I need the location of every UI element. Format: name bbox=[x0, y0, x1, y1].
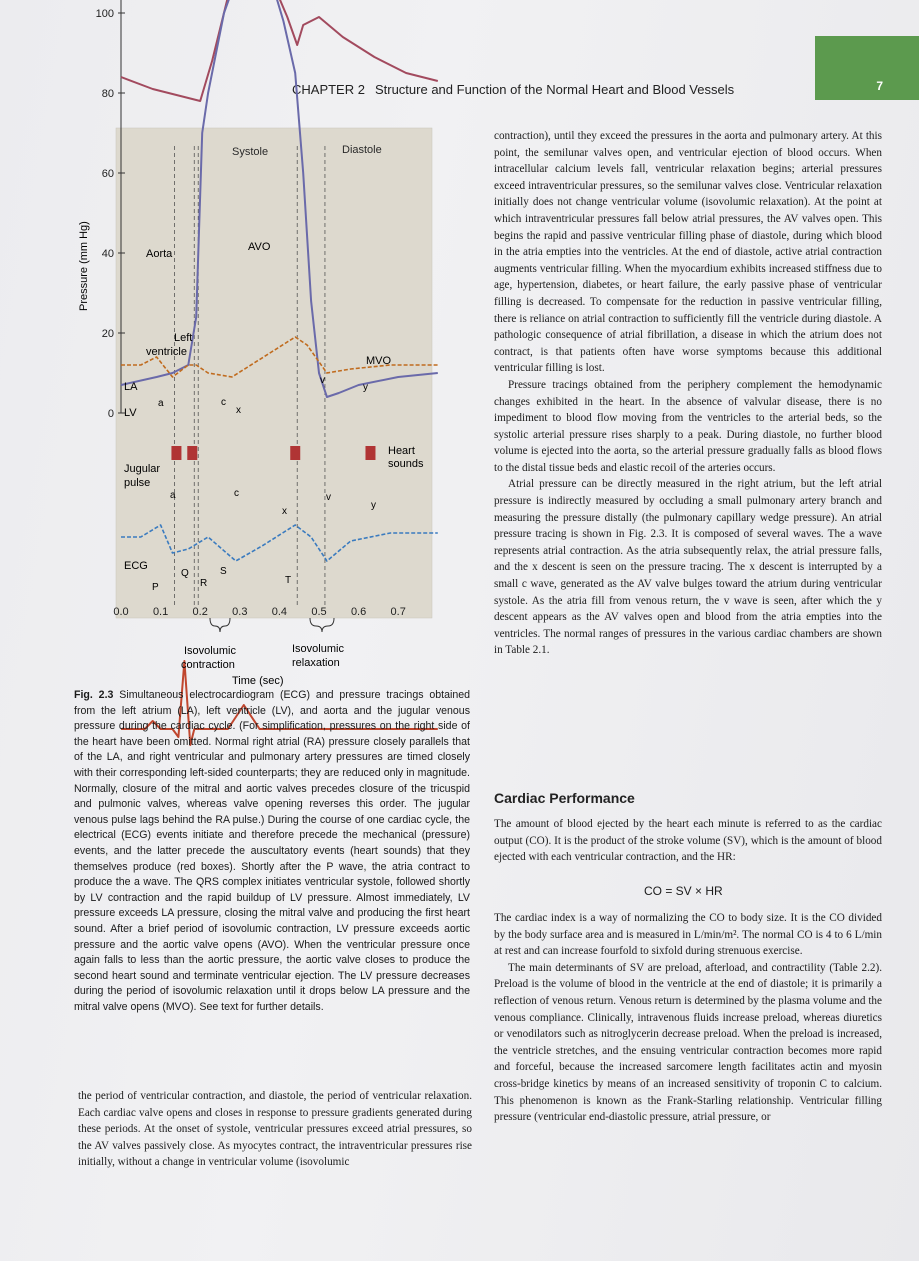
page-number: 7 bbox=[876, 79, 883, 93]
heart-sound-box bbox=[171, 446, 181, 460]
lv-label: LV bbox=[124, 407, 137, 419]
section-paragraph-3: The main determinants of SV are preload, afterload, and contractility (Table 2.2). Preload is the volume of blood in the ventricle at the end of diastole; it is primarily a reflection of venous return. Venous return is determined by the plasma volume and the venous compliance. Clinically, intravenous fluids increase preload, whereas diuretics or venodilators such as nitroglycerin decrease preload. When the preload is increased, the ventricle stretches, and the ensuing ventricular contraction becomes more rapid and forceful, because the increased sarcomere length facilitates actin and myosin cross-bridge kinetics by means of an increased sensitivity of troponin C to calcium. This phenomenon is known as the Frank-Starling relationship. Ventricular filling pressure (ventricular end-diastolic pressure, atrial pressure, or bbox=[494, 961, 882, 1124]
la-wave-x: x bbox=[236, 405, 241, 416]
diastole-label: Diastole bbox=[342, 144, 382, 156]
ecg-wave-p: P bbox=[152, 582, 159, 593]
right-paragraph-1: contraction), until they exceed the pressures in the aorta and pulmonary artery. At this point, the semilunar valves open, and ventricular ejection of blood occurs. When intracellular calcium levels fall, ventricular relaxation begins; arterial pressures exceed intraventricular pressures, so the semilunar valves close. Ventricular relaxation initially does not change ventricular volume (isovolumic relaxation). At the point at which intraventricular pressures fall below atrial pressures, the AV valves open. This begins the rapid and passive ventricular filling phase of diastole, during which blood in the atria empties into the ventricles. At the end of diastole, active atrial contraction augments ventricular filling. When the myocardium exhibits increased stiffness due to age, hypertension, diabetes, or heart failure, the early passive phase of ventricular filling is decreased. To compensate for the reduction in passive ventricular filling, there is reliance on atrial contraction to sufficiently fill the ventricle during diastole. A pathologic consequence of atrial fibrillation, a disease in which the atrium does not contract, is that patients often have worse symptoms because this additional ventricular filling is lost. bbox=[494, 130, 882, 375]
mvo-label: MVO bbox=[366, 355, 392, 367]
y-tick-label: 40 bbox=[101, 248, 114, 260]
ecg-wave-s: S bbox=[220, 566, 227, 577]
ecg-wave-r: R bbox=[200, 578, 208, 589]
running-header bbox=[292, 82, 734, 97]
x-axis-title: Time (sec) bbox=[232, 675, 284, 687]
jugular-label-line1: Jugular bbox=[124, 463, 161, 475]
cardiac-output-formula: CO = SV × HR bbox=[644, 884, 723, 898]
heart-sound-box bbox=[365, 446, 375, 460]
jvp-wave-y: y bbox=[371, 500, 376, 511]
x-tick-label: 0.1 bbox=[152, 606, 169, 618]
right-paragraph-2: Pressure tracings obtained from the periphery complement the hemodynamic changes exhibited in the heart. In the absence of valvular disease, there is no impediment to blood flow moving from the ventricles to the arterial beds, so the systolic arterial pressure rises sharply to a peak. During diastole, no further blood volume is ejected into the aorta, so the arterial pressure gradually falls as blood flows to the distal tissue beds and elastic recoil of the arteries occurs. bbox=[494, 378, 882, 474]
chapter-title: Structure and Function of the Normal Heart and Blood Vessels bbox=[374, 82, 735, 97]
systole-label: Systole bbox=[232, 146, 269, 158]
right-paragraph-3: Atrial pressure can be directly measured in the right atrium, but the left atrial pressure is indirectly measured by occluding a small pulmonary artery branch and measuring the pressure distally (the pulmonary capillary wedge pressure). An atrial pressure tracing is shown in Fig. 2.3. It is composed of several waves. The a wave represents atrial contraction. As the atria subsequently relax, the atrial pressure falls, and the x descent is seen on the pressure tracing. The x descent is interrupted by a small c wave, generated as the AV valve bulges toward the atrium during ventricular systole. As the atria fill from venous return, the v wave is seen, after which the y descent appears as the AV valves open and blood from the atria empties into the ventricles. The normal ranges of pressures in the various cardiac chambers are shown in Table 2.1. bbox=[494, 478, 882, 657]
la-wave-c: c bbox=[221, 397, 226, 408]
heart-sound-box bbox=[290, 446, 300, 460]
heart-sounds-line2: sounds bbox=[388, 458, 424, 470]
avo-label: AVO bbox=[248, 241, 271, 253]
page-number-tab bbox=[815, 36, 919, 100]
aorta-label: Aorta bbox=[146, 248, 173, 260]
lv-name-line1: Left bbox=[174, 332, 193, 344]
x-tick-label: 0.3 bbox=[232, 606, 248, 618]
heart-sounds-line1: Heart bbox=[388, 445, 415, 457]
figure-label: Fig. 2.3 bbox=[74, 689, 114, 701]
la-wave-a: a bbox=[158, 398, 164, 409]
la-wave-y: y bbox=[363, 382, 368, 393]
y-tick-label: 80 bbox=[101, 88, 114, 100]
phase-isovolumic-contraction-1: Isovolumic bbox=[184, 645, 236, 657]
jvp-wave-x: x bbox=[282, 506, 287, 517]
y-axis-title: Pressure (mm Hg) bbox=[78, 221, 90, 311]
heart-sound-box bbox=[187, 446, 197, 460]
ecg-wave-t: T bbox=[285, 575, 292, 586]
x-tick-label: 0.5 bbox=[311, 606, 327, 618]
right-column-text bbox=[494, 128, 882, 659]
phase-isovolumic-relaxation-2: relaxation bbox=[292, 657, 340, 669]
y-tick-label: 100 bbox=[95, 8, 114, 20]
phase-isovolumic-relaxation-1: Isovolumic bbox=[292, 643, 344, 655]
section-intro bbox=[494, 816, 882, 866]
section-heading: Cardiac Performance bbox=[494, 790, 635, 806]
isovolumic-relaxation-brace bbox=[310, 618, 334, 632]
jvp-wave-v: v bbox=[326, 492, 331, 503]
figure-caption bbox=[74, 688, 470, 1015]
section-paragraph-1: The amount of blood ejected by the heart each minute is referred to as the cardiac output (CO). It is the product of the stroke volume (SV), which is the amount of blood ejected with each ventricular contraction, and the HR: bbox=[494, 818, 882, 864]
figure-caption-text: Simultaneous electrocardiogram (ECG) and pressure tracings obtained from the left atrium (LA), left ventricle (LV), and aorta and the jugular venous pressure during the cardiac cycle. (For simplification, pressures on the right side of the heart have been omitted. Normal right atrial (RA) pressure closely parallels that of the LA, and right ventricular and pulmonary artery pressures are timed closely with their corresponding left-sided counterparts; they are reduced only in magnitude. Normally, closure of the mitral and aortic valves precedes closure of the tricuspid and pulmonic valves, whereas valve opening reverses this order. The jugular venous pulse lags behind the RA pulse.) During the course of one cardiac cycle, the electrical (ECG) events initiate and therefore precede the mechanical (pressure) events, and the latter precede the auscultatory events (heart sounds) that they themselves produce (red boxes). Shortly after the P wave, the atria contract to produce the a wave. The QRS complex initiates ventricular systole, followed shortly by LV contraction and the rapid buildup of LV pressure. Almost immediately, LV pressure exceeds LA pressure, closing the mitral valve and producing the first heart sound. After a brief period of isovolumic contraction, LV pressure exceeds aortic pressure and the aortic valve opens (AVO). When the ventricular pressure once again falls to less than the aortic pressure, the aortic valve closes to produce the second heart sound and terminate ventricular ejection. The LV pressure decreases during the period of isovolumic relaxation until it drops below LA pressure and the mitral valve opens (MVO). See text for further details. bbox=[74, 689, 471, 1013]
x-tick-label: 0.0 bbox=[113, 606, 129, 618]
jvp-wave-c: c bbox=[234, 488, 239, 499]
y-tick-label: 60 bbox=[101, 168, 114, 180]
phase-isovolumic-contraction-2: contraction bbox=[181, 659, 235, 671]
ecg-wave-q: Q bbox=[181, 568, 189, 579]
y-tick-label: 0 bbox=[107, 408, 114, 420]
la-wave-v: v bbox=[320, 375, 325, 386]
isovolumic-contraction-brace bbox=[210, 618, 230, 632]
x-tick-label: 0.4 bbox=[271, 606, 288, 618]
section-paragraph-2: The cardiac index is a way of normalizing the CO to body size. It is the CO divided by the body surface area and is measured in L/min/m². The normal CO is 4 to 6 L/min at rest and can increase fourfold to sixfold during strenuous exercise. bbox=[494, 912, 882, 958]
section-body bbox=[494, 910, 882, 1126]
plot-background bbox=[116, 128, 432, 618]
left-paragraph: the period of ventricular contraction, and diastole, the period of ventricular relaxation. Each cardiac valve opens and closes in response to pressure gradients generated during these periods. At the onset of systole, ventricular pressures exceed atrial pressures, so the AV valves passively close. As myocytes contract, the intraventricular pressures rise initially, without a change in ventricular volume (isovolumic bbox=[78, 1090, 472, 1169]
y-tick-label: 20 bbox=[101, 328, 114, 340]
chapter-label: CHAPTER 2 bbox=[292, 82, 365, 97]
x-tick-label: 0.6 bbox=[350, 606, 367, 618]
jugular-label-line2: pulse bbox=[124, 477, 151, 489]
x-tick-label: 0.2 bbox=[192, 606, 208, 618]
jvp-wave-a: a bbox=[170, 490, 176, 501]
ecg-label: ECG bbox=[124, 560, 148, 572]
la-label: LA bbox=[124, 381, 138, 393]
left-column-text bbox=[78, 1088, 472, 1171]
lv-name-line2: ventricle bbox=[146, 346, 187, 358]
x-tick-label: 0.7 bbox=[390, 606, 406, 618]
